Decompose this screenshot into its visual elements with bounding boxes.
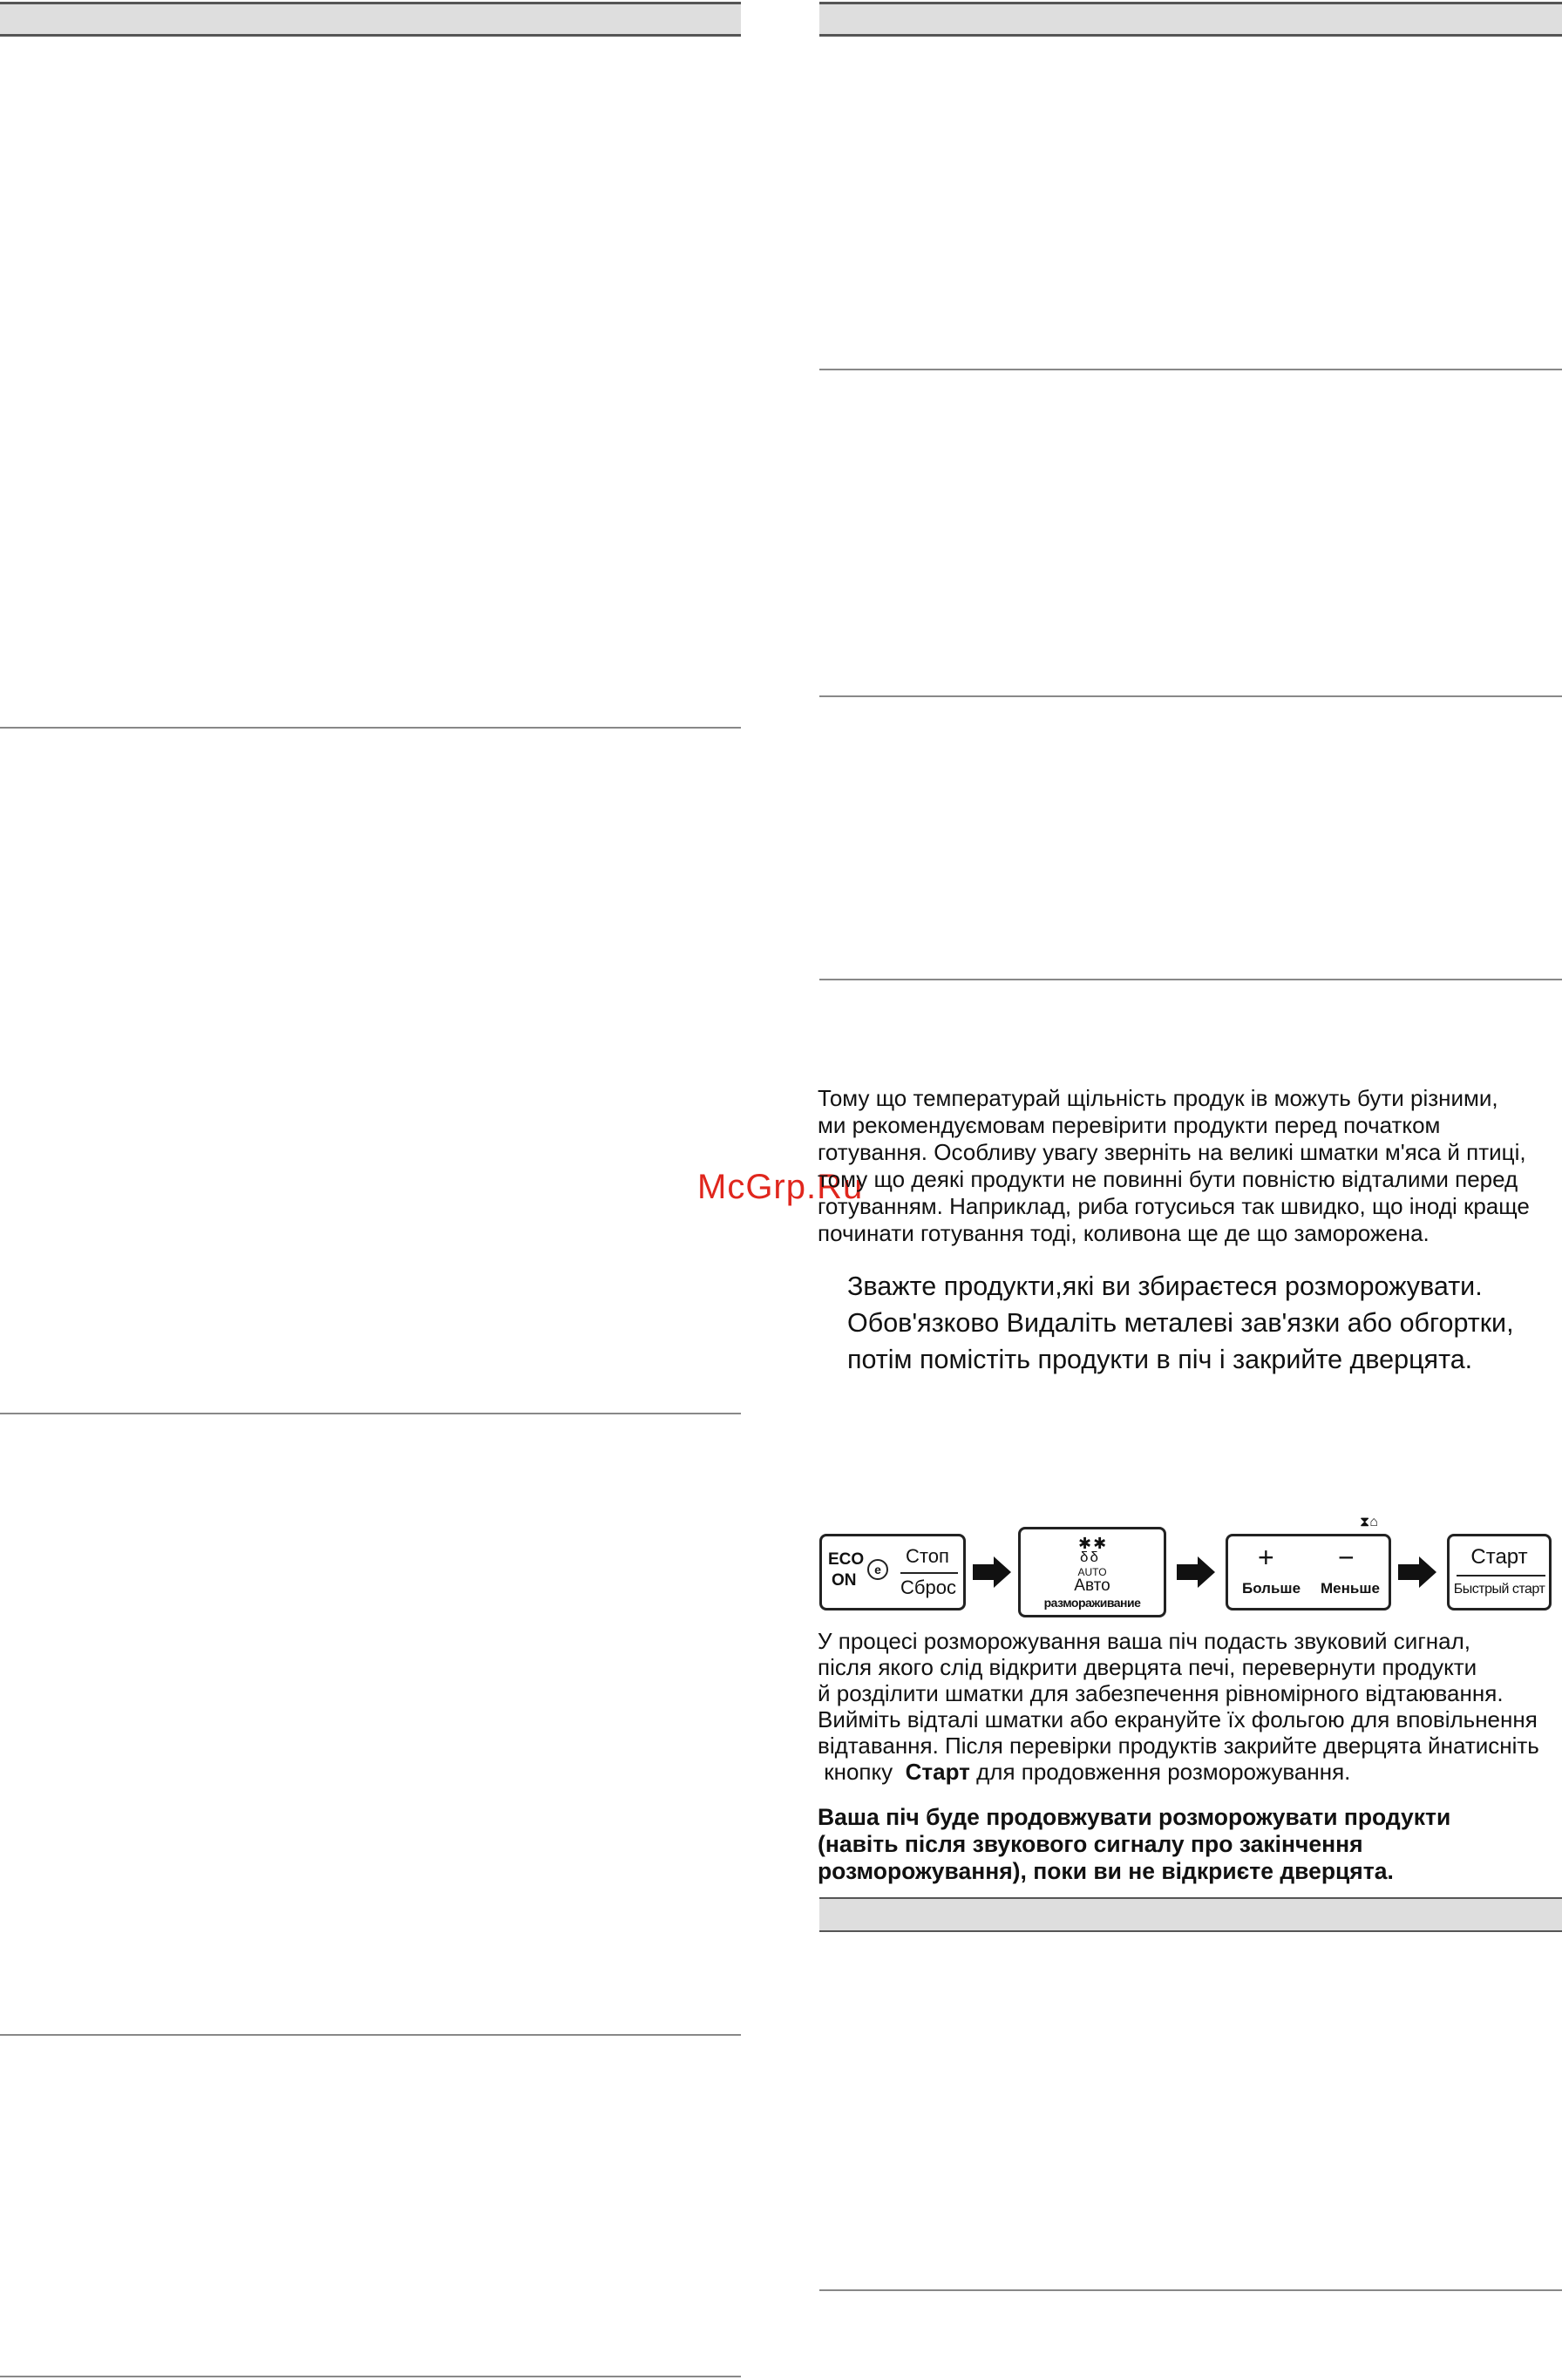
- right-rule-1: [819, 369, 1562, 370]
- less-label: Меньше: [1321, 1580, 1380, 1597]
- text-line: Вийміть відталі шматки або екрануйте їх фольгою для вповільнення: [818, 1706, 1538, 1732]
- arrow-right-icon: [1177, 1556, 1215, 1588]
- eco-label: ECO: [828, 1550, 865, 1569]
- start-button[interactable]: [1447, 1534, 1552, 1610]
- text-line: готуванням. Наприклад, риба готусиься так швидко, що іноді краще: [818, 1193, 1530, 1219]
- quick-start-label: Быстрый старт: [1453, 1582, 1545, 1597]
- auto-label: Авто: [1074, 1576, 1110, 1595]
- text-line: Обов'язково Видаліть металеві зав'язки або обгортки,: [847, 1308, 1514, 1338]
- text-suffix: для продовження розморожування.: [969, 1759, 1351, 1785]
- start-label: Старт: [1470, 1545, 1528, 1569]
- paragraph-continue-defrost-bold: [818, 1804, 1560, 1885]
- left-rule-2: [0, 1413, 741, 1414]
- defrost-label: размораживание: [1043, 1596, 1141, 1610]
- more-less-buttons[interactable]: [1226, 1534, 1391, 1610]
- left-rule-3: [0, 2034, 741, 2036]
- arrow-right-icon: [973, 1556, 1011, 1588]
- eco-leaf-icon: e: [867, 1559, 888, 1580]
- paragraph-weigh-products: [847, 1268, 1553, 1378]
- text-line: У процесі розморожування ваша піч подасть звуковий сигнал,: [818, 1628, 1471, 1654]
- text-line: Тому що температурай щільність продук ів можуть бути різними,: [818, 1085, 1498, 1111]
- plus-icon: +: [1258, 1542, 1274, 1573]
- defrost-snowflake-icon: ✱✱: [1078, 1535, 1109, 1552]
- right-header-bar: [819, 2, 1562, 37]
- paragraph-defrost-process: [818, 1628, 1560, 1785]
- text-line: й розділити шматки для забезпечення рівномірного відтаювання.: [818, 1680, 1504, 1706]
- text-line: (навіть після звукового сигналу про закінчення: [818, 1831, 1363, 1857]
- stop-label: Стоп: [906, 1545, 949, 1567]
- start-keyword: Старт: [905, 1759, 970, 1785]
- text-line: ми рекомендуємовам перевірити продукти перед початком: [818, 1112, 1441, 1138]
- reset-label: Сброс: [900, 1576, 956, 1598]
- text-line: [818, 1759, 1560, 1785]
- text-line: потім помістіть продукти в піч і закрийте дверцята.: [847, 1345, 1473, 1374]
- divider: [900, 1572, 958, 1574]
- minus-icon: −: [1338, 1542, 1355, 1573]
- auto-defrost-button[interactable]: [1018, 1527, 1166, 1617]
- watermark: McGrp.Ru: [697, 1168, 864, 1206]
- text-line: після якого слід відкрити дверцята печі, перевернути продукти: [818, 1654, 1477, 1680]
- auto-small-label: AUTO: [1077, 1566, 1107, 1578]
- text-prefix: кнопку: [818, 1759, 906, 1785]
- left-rule-4: [0, 2376, 741, 2377]
- left-rule-1: [0, 727, 741, 729]
- text-line: Зважте продукти,які ви збираєтеся розморожувати.: [847, 1271, 1483, 1301]
- left-header-bar: [0, 2, 741, 37]
- text-line: відтавання. Після перевірки продуктів закрийте дверцята йнатисніть: [818, 1732, 1539, 1759]
- more-label: Больше: [1242, 1580, 1301, 1597]
- text-line: готування. Особливу увагу зверніть на великі шматки м'яса й птиці,: [818, 1139, 1526, 1165]
- weight-symbol-icon: ⧗⌂: [1360, 1515, 1378, 1529]
- divider: [1457, 1575, 1545, 1576]
- right-rule-2: [819, 695, 1562, 697]
- text-line: Ваша піч буде продовжувати розморожувати продукти: [818, 1804, 1451, 1830]
- on-label: ON: [832, 1571, 857, 1590]
- right-header-bar-2: [819, 1897, 1562, 1932]
- right-rule-4: [819, 2289, 1562, 2291]
- text-line: тому що деякі продукти не повинні бути повністю відталими перед: [818, 1166, 1518, 1192]
- defrost-drops-icon: δδ: [1080, 1549, 1100, 1565]
- text-line: починати готування тоді, коливона ще де що заморожена.: [818, 1220, 1430, 1246]
- text-line: розморожування), поки ви не відкриєте дверцята.: [818, 1858, 1394, 1884]
- eco-stop-reset-button[interactable]: [819, 1534, 966, 1610]
- arrow-right-icon: [1398, 1556, 1436, 1588]
- right-rule-3: [819, 979, 1562, 980]
- paragraph-temperature-note: [818, 1085, 1560, 1247]
